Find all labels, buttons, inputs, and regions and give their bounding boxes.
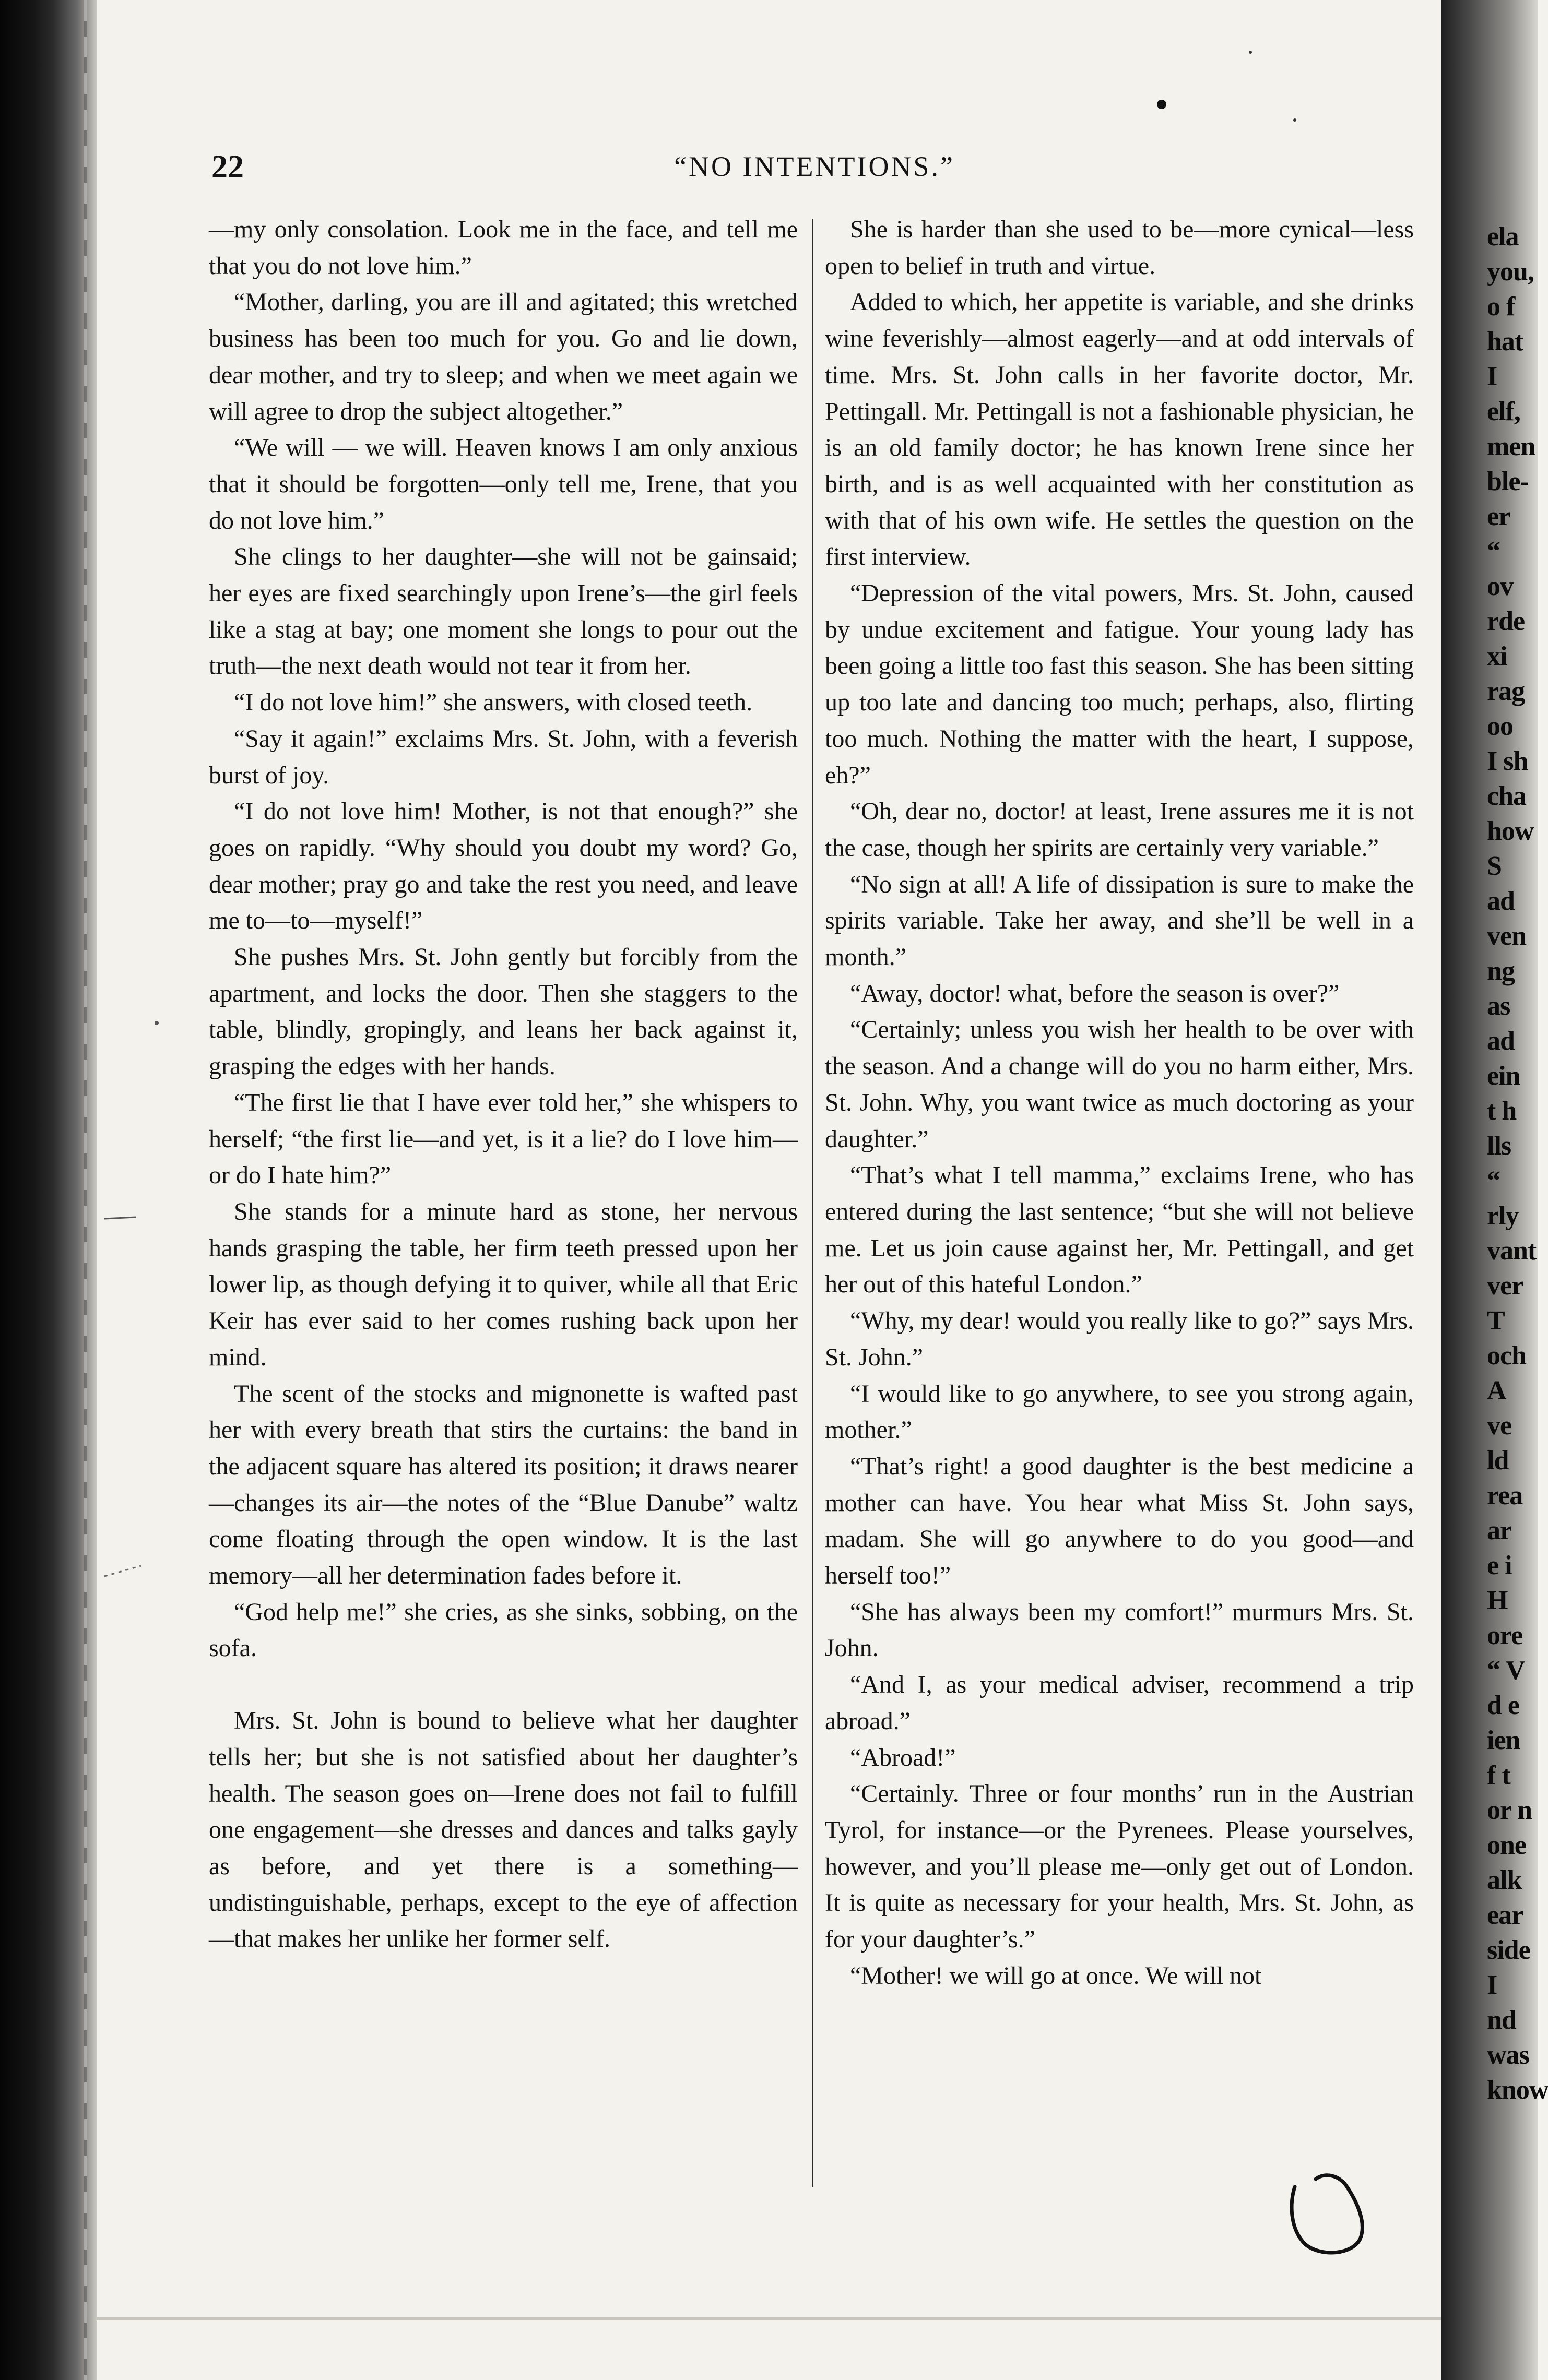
facing-page-fragment: ore — [1487, 1621, 1523, 1650]
paragraph: “We will — we will. Heaven knows I am only anxious that it should be forgotten—only tell me, Irene, that you do not love him.” — [209, 434, 798, 534]
paragraph: Added to which, her appetite is variable, and she drinks wine feverishly—almost eagerly—and at odd intervals of time. Mrs. St. John calls in her favorite doctor, Mr. Pettingall. Mr. Pettingall is not a fashionable physician, he is an old family doctor; he has known Irene since her birth, and is as well acquainted with her constitution as with that of his own wife. He settles the question on the first interview. — [825, 288, 1414, 571]
facing-page-fragment: lls — [1487, 1131, 1511, 1161]
facing-page-fragment: rea — [1487, 1481, 1523, 1510]
facing-page-fragment: ien — [1487, 1725, 1520, 1755]
paragraph: —my only consolation. Look me in the face, and tell me that you do not love him.” — [209, 216, 798, 280]
facing-page-fragment: ver — [1487, 1271, 1523, 1301]
paragraph: She clings to her daughter—she will not be gainsaid; her eyes are fixed searchingly upon Irene’s—the girl feels like a stag at bay; one moment she longs to pour out the truth—the next death would not tear it from her. — [209, 543, 798, 680]
facing-page-fragment: ad — [1487, 886, 1515, 916]
facing-page-fragment: how — [1487, 816, 1534, 846]
facing-page-fragment: cha — [1487, 781, 1526, 811]
page-number: 22 — [211, 149, 244, 185]
paragraph: She pushes Mrs. St. John gently but forcibly from the apartment, and locks the door. Then she staggers to the table, blindly, gropingly, and leans her back against it, grasping the edges with her hands. — [209, 943, 798, 1080]
facing-page-fragment: one — [1487, 1830, 1526, 1860]
facing-page-fragment: I — [1487, 362, 1497, 391]
facing-page-fragment: I sh — [1487, 746, 1528, 776]
facing-page-fragment: or n — [1487, 1795, 1532, 1825]
facing-page-fragment: S — [1487, 851, 1502, 881]
facing-page-fragment: vant — [1487, 1236, 1537, 1266]
facing-page-fragment: e i — [1487, 1551, 1512, 1580]
facing-page-fragment: “ — [1487, 1166, 1500, 1196]
facing-page-fragment: er — [1487, 502, 1510, 531]
paragraph: “That’s right! a good daughter is the best medicine a mother can have. You hear what Miss St. John says, madam. She will go anywhere to do you good—and herself too!” — [825, 1452, 1414, 1590]
paragraph: She stands for a minute hard as stone, her nervous hands grasping the table, her firm teeth pressed upon her lower lip, as though defying it to quiver, while all that Eric Keir has ever said to her comes rushing back upon her mind. — [209, 1197, 798, 1371]
facing-page-fragment: alk — [1487, 1865, 1522, 1895]
column-rule — [812, 219, 813, 2187]
paragraph: “Certainly; unless you wish her health to be over with the season. And a change will do you no harm either, Mrs. St. John. Why, you want twice as much doctoring as your daughter.” — [825, 1016, 1414, 1153]
facing-page-fragment: rde — [1487, 606, 1525, 636]
paragraph: “God help me!” she cries, as she sinks, sobbing, on the sofa. — [209, 1598, 798, 1662]
paragraph: She is harder than she used to be—more cynical—less open to belief in truth and virtue. — [825, 216, 1414, 280]
facing-page-fragment: I — [1487, 1970, 1497, 2000]
facing-page-fragment: men — [1487, 432, 1535, 461]
right-column — [825, 211, 1414, 1994]
paragraph: “The first lie that I have ever told her,” she whispers to herself; “the first lie—and yet, is it a lie? do I love him—or do I hate him?” — [209, 1088, 798, 1189]
facing-page-fragment: ov — [1487, 572, 1513, 601]
facing-page-fragment: och — [1487, 1341, 1526, 1371]
paragraph: “I do not love him! Mother, is not that enough?” she goes on rapidly. “Why should you doubt my word? Go, dear mother; pray go and take the rest you need, and leave me to—to—myself!” — [209, 798, 798, 935]
facing-page-edge — [1441, 0, 1548, 2380]
paragraph: “Why, my dear! would you really like to go?” says Mrs. St. John.” — [825, 1307, 1414, 1371]
facing-page-fragment: A — [1487, 1376, 1506, 1406]
paragraph: “She has always been my comfort!” murmurs Mrs. St. John. — [825, 1598, 1414, 1662]
paragraph: “And I, as your medical adviser, recommend a trip abroad.” — [825, 1671, 1414, 1735]
facing-page-fragment: ad — [1487, 1026, 1515, 1056]
facing-page-fragment: “ — [1487, 537, 1500, 566]
facing-page-fragment: side — [1487, 1935, 1530, 1965]
facing-page-fragment: “ V — [1487, 1656, 1525, 1685]
facing-page-fragment: H — [1487, 1586, 1508, 1615]
paragraph: “Abroad!” — [850, 1743, 956, 1771]
facing-page-fragment: T — [1487, 1306, 1505, 1336]
facing-page-fragment: ven — [1487, 921, 1526, 951]
paragraph: “Oh, dear no, doctor! at least, Irene assures me it is not the case, though her spirits are certainly very variable.” — [825, 798, 1414, 862]
facing-page-fragment: ble- — [1487, 467, 1529, 496]
facing-page-fragment: was — [1487, 2040, 1529, 2070]
paragraph: “Away, doctor! what, before the season is over?” — [850, 979, 1340, 1007]
facing-page-fragment: t h — [1487, 1096, 1517, 1126]
facing-page-fragment: elf, — [1487, 397, 1520, 426]
paragraph: “Mother, darling, you are ill and agitated; this wretched business has been too much for you. Go and lie down, dear mother, and try to sleep; and when we meet again we will agree to drop the subject altogether.” — [209, 288, 798, 425]
facing-page-fragment: d e — [1487, 1691, 1519, 1720]
facing-page-fragment: f t — [1487, 1760, 1510, 1790]
book-binding-edge — [0, 0, 97, 2380]
paragraph: “No sign at all! A life of dissipation is sure to make the spirits variable. Take her away, and she’ll be well in a month.” — [825, 870, 1414, 971]
paragraph: “Mother! we will go at once. We will not — [850, 1961, 1262, 1990]
left-column — [209, 211, 798, 1957]
facing-page-fragment: you, — [1487, 257, 1534, 287]
facing-page-fragment: rly — [1487, 1201, 1519, 1231]
facing-page-fragment: ar — [1487, 1516, 1512, 1545]
paragraph: Mrs. St. John is bound to believe what her daughter tells her; but she is not satisfied about her daughter’s health. The season goes on—Irene does not fail to fulfill one engagement—she dresses and dances and talks gayly as before, and yet there is a something—undistinguishable, perhaps, except to the eye of affection—that makes her unlike her former self. — [209, 1707, 798, 1953]
facing-page-fragment: ld — [1487, 1446, 1509, 1475]
facing-page-fragment: hat — [1487, 327, 1523, 356]
facing-page-fragment: nd — [1487, 2005, 1516, 2035]
facing-page-fragment: ng — [1487, 956, 1515, 986]
paragraph: “Depression of the vital powers, Mrs. St. John, caused by undue excitement and fatigue. Your young lady has been going a little too fast this season. She has been sitting up too late and dancing too much; perhaps, also, flirting too much. Nothing the matter with the heart, I suppose, eh?” — [825, 579, 1414, 789]
paragraph: “Certainly. Three or four months’ run in the Austrian Tyrol, for instance—or the Pyrenees. Please yourselves, however, and you’ll please me—only get out of London. It is quite as necessary for your health, Mrs. St. John, as for your daughter’s.” — [825, 1780, 1414, 1954]
paragraph: “I do not love him!” she answers, with closed teeth. — [234, 688, 753, 717]
facing-page-fragment: ein — [1487, 1061, 1520, 1091]
facing-page-fragment: as — [1487, 991, 1510, 1021]
paragraph: “I would like to go anywhere, to see you strong again, mother.” — [825, 1379, 1414, 1444]
running-head: “NO INTENTIONS.” — [674, 151, 955, 182]
facing-page-fragment: ear — [1487, 1900, 1523, 1930]
facing-page-fragment: rag — [1487, 676, 1525, 706]
facing-page-fragment: know — [1487, 2075, 1548, 2105]
paragraph: The scent of the stocks and mignonette is wafted past her with every breath that stirs the curtains: the band in the adjacent square has altered its position; it draws nearer—changes its air—the notes of the “Blue Danube” waltz come floating through the open window. It is the last memory—all her determination fades before it. — [209, 1379, 798, 1590]
paragraph: “That’s what I tell mamma,” exclaims Irene, who has entered during the last sentence; “but she will not believe me. Let us join cause against her, Mr. Pettingall, and get her out of this hateful London.” — [825, 1161, 1414, 1299]
facing-page-fragment: ve — [1487, 1411, 1512, 1441]
facing-page-fragment: oo — [1487, 711, 1513, 741]
facing-page-fragments — [1441, 219, 1548, 2108]
facing-page-fragment: ela — [1487, 222, 1519, 252]
ink-mark — [1274, 2166, 1378, 2265]
facing-page-fragment: xi — [1487, 641, 1507, 671]
paragraph: “Say it again!” exclaims Mrs. St. John, with a feverish burst of joy. — [209, 724, 798, 789]
facing-page-fragment: o f — [1487, 292, 1515, 322]
